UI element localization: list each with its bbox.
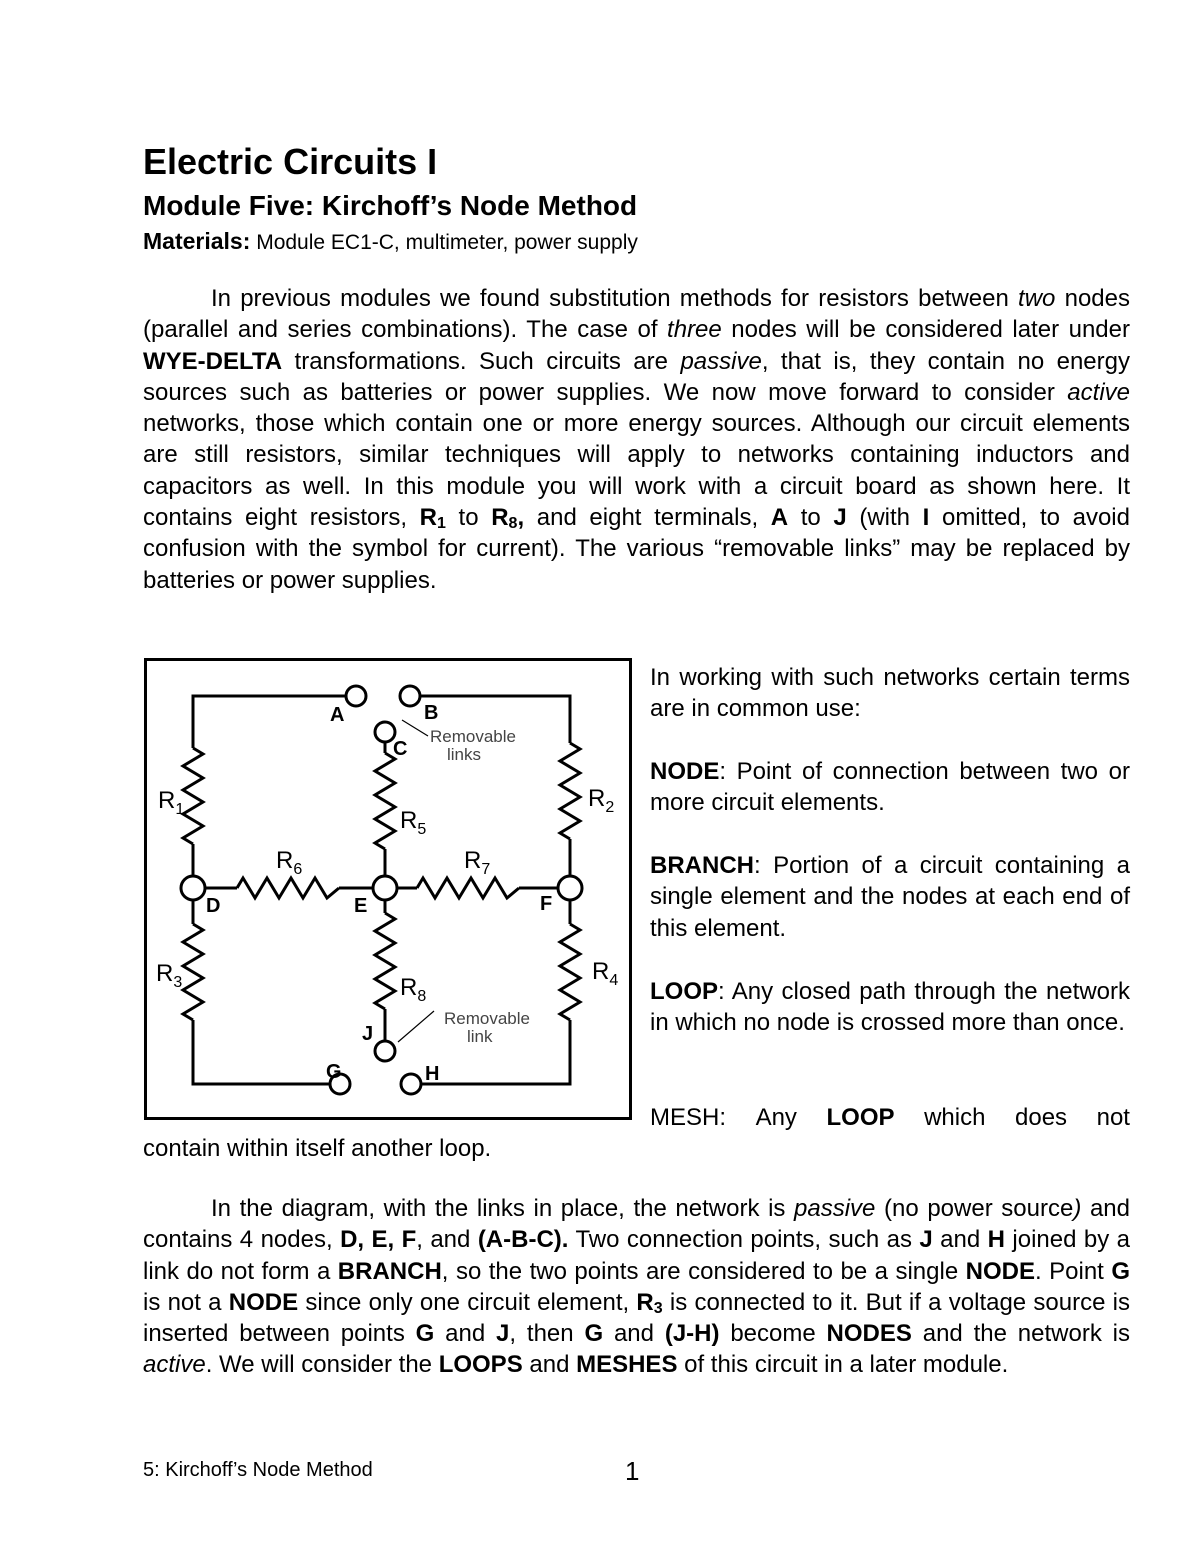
terminal-h-circle bbox=[401, 1074, 421, 1094]
removable-links-label-1: Removable bbox=[430, 727, 516, 746]
mesh-word: does bbox=[1015, 1104, 1068, 1131]
label-b: B bbox=[424, 702, 439, 724]
definition-node bbox=[650, 756, 1130, 819]
resistor-r5 bbox=[375, 753, 395, 849]
materials-line bbox=[143, 226, 638, 258]
definition-mesh-continuation: contain within itself another loop. bbox=[143, 1135, 492, 1162]
resistor-r8 bbox=[375, 913, 395, 1009]
label-r1: $R_1$ bbox=[158, 787, 185, 818]
intro-paragraph: In previous modules we found substitution methods for resistors between two nodes (parallel and series combinations). The case of three nodes will be considered later under WYE-DELTA transformations. Such circuits are passive, that is, they contain no energy sources such as batteries or power supplies. We now move forward to consider active networks, those which contain one or more energy sources. Although our circuit elements are still resistors, similar techniques will apply to networks containing inductors and capacitors as well. In this module you will work with a circuit board as shown here. It contains eight resistors, $R_1$ to $R_8$, and eight terminals, A to J (with I omitted, to avoid confusion with the symbol for current). The various “removable links” may be replaced by batteries or power supplies. bbox=[143, 285, 1130, 594]
node-e-circle bbox=[373, 876, 397, 900]
definitions-intro: In working with such networks certain terms are in common use: bbox=[650, 664, 1130, 723]
node-d-circle bbox=[181, 876, 205, 900]
term-loop: LOOP bbox=[650, 978, 719, 1005]
label-r5: $R_5$ bbox=[400, 807, 427, 838]
module-subtitle: Module Five: Kirchoff’s Node Method bbox=[143, 190, 638, 221]
term-node: NODE bbox=[650, 758, 720, 785]
definition-loop-text: : Any closed path through the network in which no node is crossed more than once. bbox=[650, 978, 1130, 1037]
terminal-c-circle bbox=[375, 722, 395, 742]
label-c: C bbox=[393, 738, 408, 760]
label-a: A bbox=[330, 704, 345, 726]
term-branch: BRANCH bbox=[650, 852, 754, 879]
wire-r3-g bbox=[193, 1020, 330, 1084]
closing-paragraph: In the diagram, with the links in place, the network is passive (no power source) and contains 4 nodes, D, E, F, and (A-B-C). Two connection points, such as J and H joined by a link do not form a BRANCH, so the two points are considered to be a single NODE. Point G is not a NODE since only one circuit element, $R_3$ is connected to it. But if a voltage source is inserted between points G and J, then G and (J-H) become NODES and the network is active. We will consider the LOOPS and MESHES of this circuit in a later module. bbox=[143, 1195, 1131, 1379]
resistor-r4 bbox=[560, 924, 580, 1020]
resistor-r3 bbox=[183, 924, 203, 1020]
circuit-diagram bbox=[144, 658, 632, 1120]
label-d: D bbox=[206, 895, 221, 917]
label-r3: $R_3$ bbox=[156, 960, 183, 991]
resistor-r7 bbox=[417, 878, 519, 898]
removable-link-label-1: Removable bbox=[444, 1009, 530, 1028]
definition-branch bbox=[650, 850, 1130, 944]
circuit-svg bbox=[144, 658, 632, 1120]
page-number: 1 bbox=[625, 1456, 640, 1486]
label-r4: $R_4$ bbox=[592, 958, 619, 989]
terminal-j-circle bbox=[375, 1041, 395, 1061]
wire-r4-h bbox=[421, 1020, 570, 1084]
mesh-word: which bbox=[924, 1104, 986, 1131]
definition-node-text: : Point of connection between two or more circuit elements. bbox=[650, 758, 1130, 817]
definition-mesh bbox=[650, 1102, 1130, 1133]
resistor-r1 bbox=[183, 748, 203, 844]
node-f-circle bbox=[558, 876, 582, 900]
materials-text: Module EC1-C, multimeter, power supply bbox=[250, 231, 638, 254]
label-g: G bbox=[326, 1061, 342, 1083]
definition-loop bbox=[650, 976, 1130, 1039]
mesh-word: Any bbox=[755, 1104, 797, 1131]
footer-module-title: 5: Kirchoff’s Node Method bbox=[143, 1459, 373, 1481]
removable-links-label-2: links bbox=[447, 745, 482, 764]
wire-top-left bbox=[193, 696, 346, 748]
definition-branch-text: : Portion of a circuit containing a single element and the nodes at each end of this element. bbox=[650, 852, 1130, 942]
mesh-word-loop: LOOP bbox=[826, 1104, 895, 1131]
label-r6: $R_6$ bbox=[276, 847, 303, 878]
page-title: Electric Circuits I bbox=[143, 141, 438, 182]
resistor-r2 bbox=[560, 743, 580, 839]
label-r8: $R_8$ bbox=[400, 974, 427, 1005]
label-r2: $R_2$ bbox=[588, 785, 615, 816]
label-j: J bbox=[362, 1023, 374, 1045]
terminal-b-circle bbox=[400, 686, 420, 706]
label-e: E bbox=[354, 895, 368, 917]
label-h: H bbox=[425, 1063, 440, 1085]
terminal-a-circle bbox=[346, 686, 366, 706]
label-r7: $R_7$ bbox=[464, 847, 491, 878]
mesh-word: not bbox=[1096, 1104, 1130, 1131]
resistor-r6 bbox=[237, 878, 339, 898]
mesh-word: MESH: bbox=[650, 1104, 727, 1131]
pointer-removable-link bbox=[398, 1011, 434, 1042]
removable-link-label-2: link bbox=[467, 1027, 493, 1046]
label-f: F bbox=[540, 893, 553, 915]
materials-label: Materials: bbox=[143, 228, 251, 254]
